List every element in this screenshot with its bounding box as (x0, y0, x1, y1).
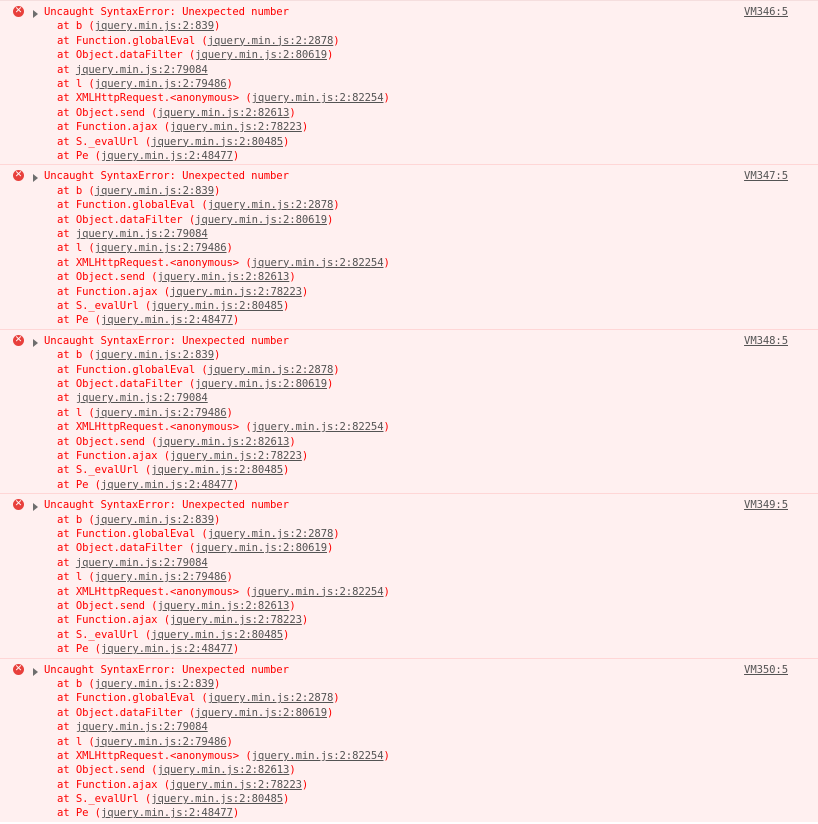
frame-function: Object.dataFilter (75, 49, 183, 62)
frame-location-link[interactable]: jquery.min.js:2:82613 (157, 435, 290, 448)
stack-frame: at Object.dataFilter (jquery.min.js:2:80619) (57, 49, 334, 62)
stack-frame: at XMLHttpRequest.<anonymous> (jquery.min.js:2:82254) (57, 749, 390, 762)
frame-location-link[interactable]: jquery.min.js:2:80619 (195, 377, 327, 390)
stack-trace (57, 348, 390, 492)
stack-frame: at XMLHttpRequest.<anonymous> (jquery.min.js:2:82254) (57, 421, 390, 434)
console-error-entry[interactable] (0, 493, 818, 657)
frame-location-link[interactable]: jquery.min.js:2:79486 (94, 77, 227, 90)
frame-function: b (75, 349, 83, 362)
frame-function: Function.ajax (75, 285, 158, 298)
stack-frame: at S._evalUrl (jquery.min.js:2:80485) (57, 135, 290, 148)
frame-location-link[interactable]: jquery.min.js:2:82254 (251, 256, 384, 269)
frame-function: Function.globalEval (75, 363, 196, 376)
frame-location-link[interactable]: jquery.min.js:2:48477 (100, 478, 233, 491)
stack-frame: at Function.globalEval (jquery.min.js:2:2878) (57, 34, 340, 47)
stack-frame: at Function.ajax (jquery.min.js:2:78223) (57, 614, 309, 627)
frame-function: b (75, 184, 83, 197)
frame-function: XMLHttpRequest.<anonymous> (75, 92, 240, 105)
stack-frame: at Pe (jquery.min.js:2:48477) (57, 478, 240, 491)
error-message[interactable]: Uncaught SyntaxError: Unexpected number (44, 663, 289, 676)
frame-function: S._evalUrl (75, 299, 139, 312)
frame-location-link[interactable]: jquery.min.js:2:78223 (170, 121, 302, 134)
error-circle-icon: ✕ (14, 663, 23, 674)
stack-frame: at S._evalUrl (jquery.min.js:2:80485) (57, 793, 290, 806)
frame-function: Pe (75, 149, 89, 162)
frame-function: Function.globalEval (75, 527, 196, 540)
frame-location-link[interactable]: jquery.min.js:2:78223 (170, 778, 302, 791)
frame-function: Function.globalEval (75, 199, 196, 212)
frame-function: Pe (75, 478, 89, 491)
stack-frame: at Object.send (jquery.min.js:2:82613) (57, 764, 296, 777)
frame-location-link[interactable]: jquery.min.js:2:48477 (100, 807, 233, 820)
frame-location-link[interactable]: jquery.min.js:2:2878 (207, 363, 334, 376)
stack-frame: at b (jquery.min.js:2:839) (57, 677, 221, 690)
frame-function: b (75, 677, 83, 690)
frame-location-link[interactable]: jquery.min.js:2:80485 (151, 299, 284, 312)
frame-function: Pe (75, 807, 89, 820)
frame-location-link[interactable]: jquery.min.js:2:48477 (100, 643, 233, 656)
stack-frame: at Pe (jquery.min.js:2:48477) (57, 314, 240, 327)
frame-function: S._evalUrl (75, 135, 139, 148)
frame-location-link[interactable]: jquery.min.js:2:839 (94, 513, 214, 526)
frame-location-link[interactable]: jquery.min.js:2:839 (94, 677, 214, 690)
frame-function: Pe (75, 314, 89, 327)
stack-frame: at l (jquery.min.js:2:79486) (57, 406, 233, 419)
frame-function: Object.send (75, 599, 145, 612)
frame-location-link[interactable]: jquery.min.js:2:79486 (94, 735, 227, 748)
frame-function: Object.dataFilter (75, 542, 183, 555)
frame-location-link[interactable]: jquery.min.js:2:2878 (207, 527, 334, 540)
frame-location-link[interactable]: jquery.min.js:2:79486 (94, 242, 227, 255)
stack-frame: at Object.send (jquery.min.js:2:82613) (57, 435, 296, 448)
stack-frame: at jquery.min.js:2:79084 (57, 63, 208, 76)
frame-function: Object.dataFilter (75, 377, 183, 390)
frame-function: XMLHttpRequest.<anonymous> (75, 585, 240, 598)
frame-function: Function.globalEval (75, 34, 196, 47)
frame-location-link[interactable]: jquery.min.js:2:79084 (75, 721, 208, 734)
frame-function: b (75, 20, 83, 33)
frame-location-link[interactable]: jquery.min.js:2:80619 (195, 49, 327, 62)
frame-function: S._evalUrl (75, 464, 139, 477)
frame-function: Object.send (75, 764, 145, 777)
frame-function: l (75, 242, 83, 255)
error-message[interactable]: Uncaught SyntaxError: Unexpected number (44, 170, 289, 183)
stack-frame: at XMLHttpRequest.<anonymous> (jquery.min.js:2:82254) (57, 585, 390, 598)
stack-frame: at S._evalUrl (jquery.min.js:2:80485) (57, 299, 290, 312)
frame-location-link[interactable]: jquery.min.js:2:82613 (157, 106, 290, 119)
frame-location-link[interactable]: jquery.min.js:2:82254 (251, 92, 384, 105)
frame-location-link[interactable]: jquery.min.js:2:80619 (195, 213, 327, 226)
stack-frame: at Object.dataFilter (jquery.min.js:2:80619) (57, 706, 334, 719)
frame-location-link[interactable]: jquery.min.js:2:48477 (100, 314, 233, 327)
frame-function: Object.send (75, 435, 145, 448)
stack-frame: at jquery.min.js:2:79084 (57, 392, 208, 405)
error-message[interactable]: Uncaught SyntaxError: Unexpected number (44, 499, 289, 512)
frame-location-link[interactable]: jquery.min.js:2:839 (94, 349, 214, 362)
stack-frame: at Function.ajax (jquery.min.js:2:78223) (57, 449, 309, 462)
stack-frame: at Pe (jquery.min.js:2:48477) (57, 149, 240, 162)
frame-location-link[interactable]: jquery.min.js:2:82254 (251, 421, 384, 434)
triangle-right-icon[interactable] (33, 503, 38, 511)
stack-frame: at S._evalUrl (jquery.min.js:2:80485) (57, 464, 290, 477)
stack-frame: at b (jquery.min.js:2:839) (57, 184, 221, 197)
frame-location-link[interactable]: jquery.min.js:2:82613 (157, 764, 290, 777)
stack-frame: at Object.dataFilter (jquery.min.js:2:80619) (57, 542, 334, 555)
frame-location-link[interactable]: jquery.min.js:2:82613 (157, 271, 290, 284)
stack-frame: at Pe (jquery.min.js:2:48477) (57, 643, 240, 656)
stack-frame: at b (jquery.min.js:2:839) (57, 513, 221, 526)
frame-location-link[interactable]: jquery.min.js:2:80619 (195, 706, 327, 719)
frame-location-link[interactable]: jquery.min.js:2:80619 (195, 542, 327, 555)
frame-location-link[interactable]: jquery.min.js:2:79486 (94, 571, 227, 584)
stack-frame: at jquery.min.js:2:79084 (57, 227, 208, 240)
triangle-right-icon[interactable] (33, 174, 38, 182)
stack-frame: at b (jquery.min.js:2:839) (57, 20, 221, 33)
error-circle-icon: ✕ (14, 334, 23, 345)
source-link[interactable]: VM346:5 (744, 6, 788, 18)
frame-location-link[interactable]: jquery.min.js:2:78223 (170, 285, 302, 298)
frame-function: Object.dataFilter (75, 706, 183, 719)
console-error-entry[interactable] (0, 658, 818, 822)
stack-frame: at Object.dataFilter (jquery.min.js:2:80619) (57, 213, 334, 226)
error-circle-icon: ✕ (14, 170, 23, 181)
stack-trace (57, 19, 390, 163)
frame-function: Function.ajax (75, 778, 158, 791)
frame-function: XMLHttpRequest.<anonymous> (75, 256, 240, 269)
frame-location-link[interactable]: jquery.min.js:2:79084 (75, 556, 208, 569)
frame-location-link[interactable]: jquery.min.js:2:82613 (157, 599, 290, 612)
error-message[interactable]: Uncaught SyntaxError: Unexpected number (44, 6, 289, 18)
frame-location-link[interactable]: jquery.min.js:2:48477 (100, 149, 233, 162)
stack-frame: at l (jquery.min.js:2:79486) (57, 735, 233, 748)
frame-location-link[interactable]: jquery.min.js:2:79486 (94, 406, 227, 419)
frame-function: Function.globalEval (75, 692, 196, 705)
stack-trace (57, 184, 390, 328)
frame-location-link[interactable]: jquery.min.js:2:2878 (207, 199, 334, 212)
frame-location-link[interactable]: jquery.min.js:2:79084 (75, 63, 208, 76)
frame-location-link[interactable]: jquery.min.js:2:80485 (151, 464, 284, 477)
triangle-right-icon[interactable] (33, 339, 38, 347)
frame-function: Object.send (75, 106, 145, 119)
frame-function: l (75, 77, 83, 90)
frame-location-link[interactable]: jquery.min.js:2:78223 (170, 449, 302, 462)
frame-function: Function.ajax (75, 121, 158, 134)
frame-location-link[interactable]: jquery.min.js:2:839 (94, 184, 214, 197)
source-link[interactable]: VM347:5 (744, 170, 788, 183)
stack-frame: at Object.dataFilter (jquery.min.js:2:80619) (57, 377, 334, 390)
frame-function: S._evalUrl (75, 793, 139, 806)
frame-location-link[interactable]: jquery.min.js:2:80485 (151, 628, 284, 641)
frame-function: l (75, 406, 83, 419)
error-circle-icon: ✕ (14, 499, 23, 510)
error-circle-icon: ✕ (14, 6, 23, 16)
stack-frame: at XMLHttpRequest.<anonymous> (jquery.min.js:2:82254) (57, 92, 390, 105)
frame-location-link[interactable]: jquery.min.js:2:2878 (207, 692, 334, 705)
stack-frame: at Object.send (jquery.min.js:2:82613) (57, 106, 296, 119)
frame-function: Object.send (75, 271, 145, 284)
stack-frame: at b (jquery.min.js:2:839) (57, 349, 221, 362)
stack-frame: at XMLHttpRequest.<anonymous> (jquery.min.js:2:82254) (57, 256, 390, 269)
frame-location-link[interactable]: jquery.min.js:2:82254 (251, 749, 384, 762)
stack-frame: at l (jquery.min.js:2:79486) (57, 242, 233, 255)
triangle-right-icon[interactable] (33, 668, 38, 676)
frame-function: b (75, 513, 83, 526)
stack-frame: at jquery.min.js:2:79084 (57, 556, 208, 569)
frame-location-link[interactable]: jquery.min.js:2:80485 (151, 135, 284, 148)
source-link[interactable]: VM348:5 (744, 334, 788, 347)
console-error-entry[interactable] (0, 164, 818, 328)
frame-location-link[interactable]: jquery.min.js:2:2878 (207, 34, 334, 47)
stack-frame: at S._evalUrl (jquery.min.js:2:80485) (57, 628, 290, 641)
stack-frame: at Function.globalEval (jquery.min.js:2:2878) (57, 363, 340, 376)
source-link[interactable]: VM349:5 (744, 499, 788, 512)
stack-frame: at Pe (jquery.min.js:2:48477) (57, 807, 240, 820)
frame-location-link[interactable]: jquery.min.js:2:78223 (170, 614, 302, 627)
console-error-entry[interactable] (0, 0, 818, 164)
frame-function: Function.ajax (75, 449, 158, 462)
frame-location-link[interactable]: jquery.min.js:2:79084 (75, 227, 208, 240)
stack-frame: at Function.globalEval (jquery.min.js:2:2878) (57, 527, 340, 540)
stack-trace (57, 677, 390, 821)
frame-function: Pe (75, 643, 89, 656)
stack-trace (57, 513, 390, 657)
frame-location-link[interactable]: jquery.min.js:2:79084 (75, 392, 208, 405)
frame-function: XMLHttpRequest.<anonymous> (75, 749, 240, 762)
frame-function: l (75, 735, 83, 748)
frame-location-link[interactable]: jquery.min.js:2:839 (94, 20, 214, 33)
error-message[interactable]: Uncaught SyntaxError: Unexpected number (44, 334, 289, 347)
stack-frame: at Function.globalEval (jquery.min.js:2:2878) (57, 692, 340, 705)
frame-function: S._evalUrl (75, 628, 139, 641)
stack-frame: at Function.globalEval (jquery.min.js:2:2878) (57, 199, 340, 212)
stack-frame: at Function.ajax (jquery.min.js:2:78223) (57, 285, 309, 298)
source-link[interactable]: VM350:5 (744, 663, 788, 676)
stack-frame: at Object.send (jquery.min.js:2:82613) (57, 599, 296, 612)
frame-function: XMLHttpRequest.<anonymous> (75, 421, 240, 434)
console-error-entry[interactable] (0, 329, 818, 493)
stack-frame: at Function.ajax (jquery.min.js:2:78223) (57, 778, 309, 791)
stack-frame: at Function.ajax (jquery.min.js:2:78223) (57, 121, 309, 134)
stack-frame: at l (jquery.min.js:2:79486) (57, 571, 233, 584)
frame-function: Object.dataFilter (75, 213, 183, 226)
frame-function: l (75, 571, 83, 584)
triangle-right-icon[interactable] (33, 10, 38, 18)
frame-location-link[interactable]: jquery.min.js:2:82254 (251, 585, 384, 598)
stack-frame: at Object.send (jquery.min.js:2:82613) (57, 271, 296, 284)
stack-frame: at jquery.min.js:2:79084 (57, 721, 208, 734)
frame-function: Function.ajax (75, 614, 158, 627)
frame-location-link[interactable]: jquery.min.js:2:80485 (151, 793, 284, 806)
stack-frame: at l (jquery.min.js:2:79486) (57, 77, 233, 90)
